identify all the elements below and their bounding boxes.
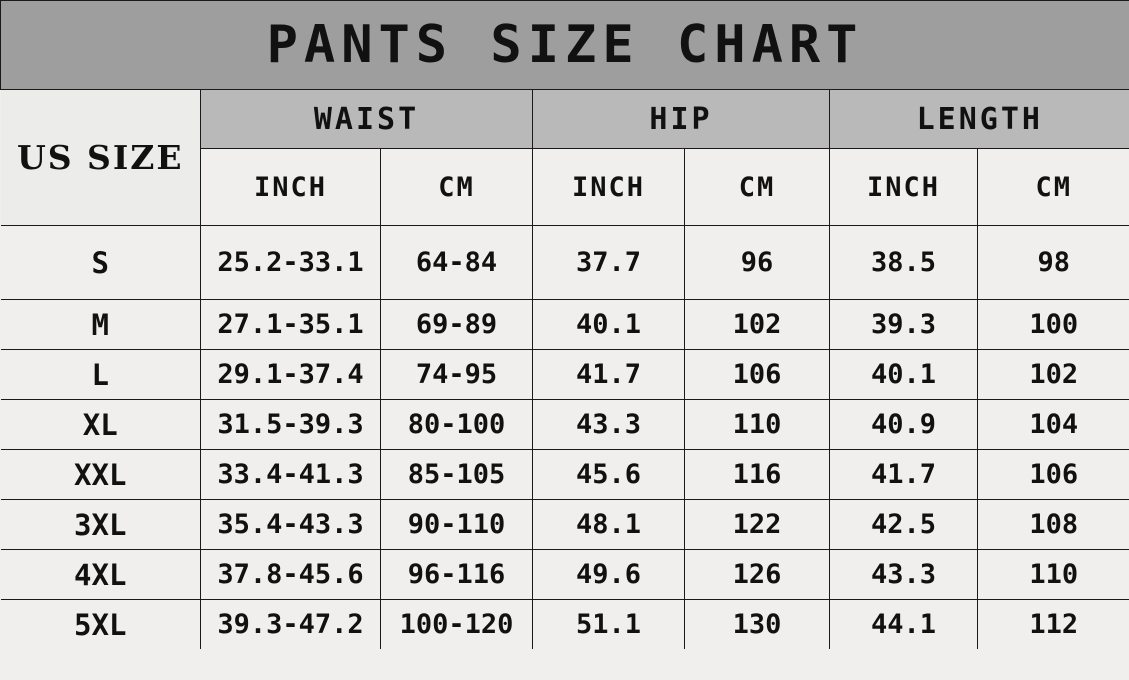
- cell-size: XL: [1, 400, 201, 450]
- cell-length-cm: 98: [978, 226, 1129, 300]
- header-hip-inch: INCH: [533, 149, 685, 226]
- cell-size: S: [1, 226, 201, 300]
- cell-size: XXL: [1, 450, 201, 500]
- cell-hip-inch: 37.7: [533, 226, 685, 300]
- cell-hip-inch: 51.1: [533, 600, 685, 650]
- cell-length-cm: 102: [978, 350, 1129, 400]
- cell-length-inch: 42.5: [830, 500, 978, 550]
- cell-length-cm: 104: [978, 400, 1129, 450]
- cell-hip-inch: 43.3: [533, 400, 685, 450]
- cell-hip-cm: 122: [685, 500, 830, 550]
- cell-waist-inch: 39.3-47.2: [201, 600, 381, 650]
- group-header-row: [1, 90, 1129, 149]
- cell-length-inch: 41.7: [830, 450, 978, 500]
- cell-waist-cm: 96-116: [381, 550, 533, 600]
- header-hip: HIP: [533, 90, 830, 149]
- cell-length-cm: 100: [978, 300, 1129, 350]
- cell-waist-cm: 80-100: [381, 400, 533, 450]
- cell-length-inch: 38.5: [830, 226, 978, 300]
- cell-waist-cm: 74-95: [381, 350, 533, 400]
- cell-waist-inch: 27.1-35.1: [201, 300, 381, 350]
- cell-hip-cm: 110: [685, 400, 830, 450]
- header-waist: WAIST: [201, 90, 533, 149]
- cell-length-cm: 110: [978, 550, 1129, 600]
- cell-waist-cm: 69-89: [381, 300, 533, 350]
- cell-waist-cm: 85-105: [381, 450, 533, 500]
- cell-waist-cm: 100-120: [381, 600, 533, 650]
- cell-waist-inch: 33.4-41.3: [201, 450, 381, 500]
- table-row: [1, 450, 1129, 500]
- header-length-cm: CM: [978, 149, 1129, 226]
- header-length: LENGTH: [830, 90, 1129, 149]
- cell-hip-cm: 102: [685, 300, 830, 350]
- header-waist-inch: INCH: [201, 149, 381, 226]
- table-row: [1, 226, 1129, 300]
- cell-hip-cm: 96: [685, 226, 830, 300]
- cell-hip-cm: 106: [685, 350, 830, 400]
- table-row: [1, 350, 1129, 400]
- cell-hip-cm: 130: [685, 600, 830, 650]
- header-hip-cm: CM: [685, 149, 830, 226]
- cell-length-inch: 43.3: [830, 550, 978, 600]
- table-row: [1, 300, 1129, 350]
- table-row: [1, 400, 1129, 450]
- cell-length-cm: 106: [978, 450, 1129, 500]
- cell-hip-cm: 116: [685, 450, 830, 500]
- cell-length-inch: 44.1: [830, 600, 978, 650]
- cell-waist-inch: 29.1-37.4: [201, 350, 381, 400]
- header-us-size: US SIZE: [1, 90, 201, 226]
- cell-hip-inch: 45.6: [533, 450, 685, 500]
- cell-waist-inch: 31.5-39.3: [201, 400, 381, 450]
- cell-size: L: [1, 350, 201, 400]
- cell-length-inch: 40.1: [830, 350, 978, 400]
- cell-waist-inch: 35.4-43.3: [201, 500, 381, 550]
- cell-waist-cm: 90-110: [381, 500, 533, 550]
- cell-waist-cm: 64-84: [381, 226, 533, 300]
- cell-size: 3XL: [1, 500, 201, 550]
- cell-length-inch: 39.3: [830, 300, 978, 350]
- cell-hip-inch: 41.7: [533, 350, 685, 400]
- header-waist-cm: CM: [381, 149, 533, 226]
- cell-size: M: [1, 300, 201, 350]
- cell-size: 5XL: [1, 600, 201, 650]
- cell-hip-inch: 48.1: [533, 500, 685, 550]
- cell-size: 4XL: [1, 550, 201, 600]
- cell-length-cm: 112: [978, 600, 1129, 650]
- header-length-inch: INCH: [830, 149, 978, 226]
- table-row: [1, 550, 1129, 600]
- cell-waist-inch: 25.2-33.1: [201, 226, 381, 300]
- cell-length-inch: 40.9: [830, 400, 978, 450]
- chart-title-row: [1, 1, 1129, 90]
- cell-length-cm: 108: [978, 500, 1129, 550]
- table-row: [1, 500, 1129, 550]
- page-title: PANTS SIZE CHART: [1, 1, 1129, 90]
- cell-waist-inch: 37.8-45.6: [201, 550, 381, 600]
- table-row: [1, 600, 1129, 650]
- cell-hip-inch: 49.6: [533, 550, 685, 600]
- cell-hip-cm: 126: [685, 550, 830, 600]
- cell-hip-inch: 40.1: [533, 300, 685, 350]
